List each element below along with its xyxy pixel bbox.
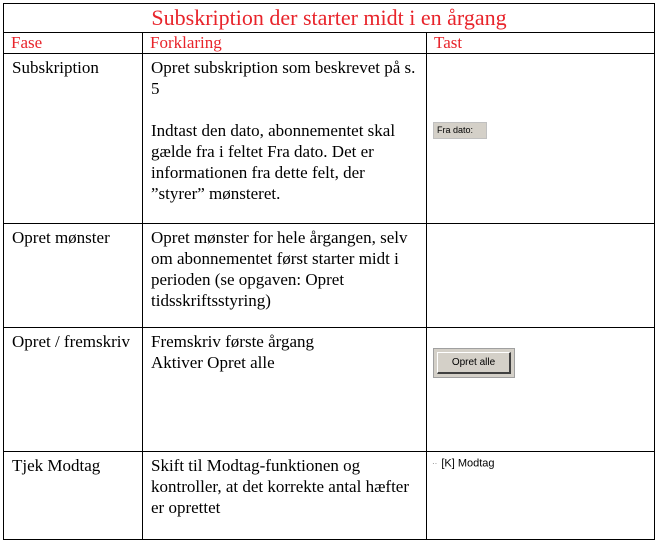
header-tast: Tast [427,33,655,54]
header-fase: Fase [4,33,143,54]
forklaring-text: Opret subskription som beskrevet på s. 5 [151,58,416,98]
fase-cell: Tjek Modtag [4,452,143,540]
forklaring-cell [143,54,427,224]
tast-cell [427,452,655,540]
fra-dato-field-label: Fra dato: [433,122,487,139]
forklaring-cell [143,224,427,328]
tast-cell [427,54,655,224]
tast-cell [427,328,655,452]
forklaring-text: Fremskriv første årgang Aktiver Opret alle [151,332,315,372]
fase-cell: Opret / fremskriv [4,328,143,452]
forklaring-text: Indtast den dato, abonnementet skal gælde fra i feltet Fra dato. Det er informationen fra dette felt, der ”styrer” mønsteret. [151,121,396,203]
table-row [4,224,655,328]
table-row [4,54,655,224]
forklaring-cell [143,328,427,452]
opret-alle-button[interactable]: Opret alle [437,352,511,374]
forklaring-text: Opret mønster for hele årgangen, selv om abonnementet først starter midt i perioden (se opgaven: Opret tidsskriftsstyring) [151,228,408,310]
fase-cell: Opret mønster [4,224,143,328]
modtag-shortcut-text: [K] Modtag [441,457,495,470]
modtag-shortcut [432,457,495,470]
table-title: Subskription der starter midt i en årgang [4,4,655,33]
table-row [4,452,655,540]
opret-alle-screenshot [433,348,515,378]
instruction-table [3,3,655,540]
tast-cell [427,224,655,328]
forklaring-text: Skift til Modtag-funktionen og kontroller, at det korrekte antal hæfter er oprettet [151,456,409,517]
dot-icon: ·· [432,459,438,468]
forklaring-cell [143,452,427,540]
table-row [4,328,655,452]
document-table-frame [3,3,657,554]
header-forklaring: Forklaring [143,33,427,54]
fase-cell: Subskription [4,54,143,224]
